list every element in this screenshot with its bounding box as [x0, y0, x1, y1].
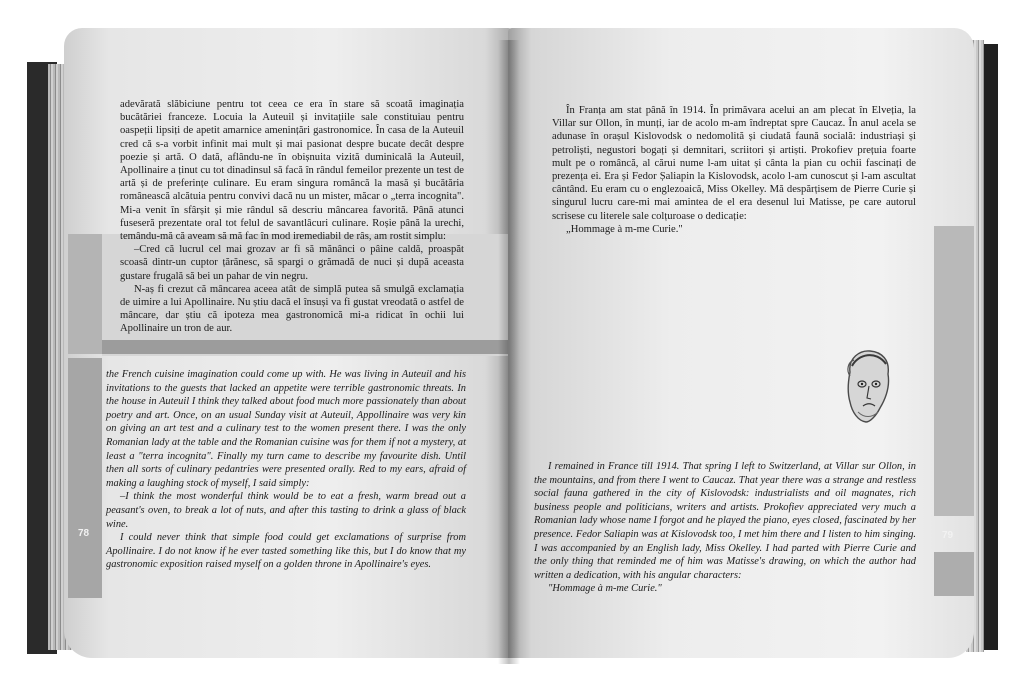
paragraph: I could never think that simple food could get exclamations of surprise from Apollinaire. I do not know if he ever tasted something like this, but I do know that my gastronomic exposition raised myself on a golden throne in Apollinaire's eyes.	[106, 532, 466, 571]
right-side-bar	[934, 226, 974, 516]
dedication: "Hommage à m-me Curie."	[548, 583, 662, 595]
romanian-text	[552, 104, 916, 236]
language-divider	[102, 340, 512, 354]
right-page	[508, 28, 974, 658]
paragraph: N-aș fi crezut că mâncarea aceea atât de simplă putea să smulgă exclamația de uimire a lui Apollinaire. Nu știu dacă el însuși va fi gustat vreodată o astfel de mâncare, dar știu că ipoteza mea gastronomică mi-a ridicat în ochii lui Apollinaire un tron de aur.	[120, 283, 464, 335]
romanian-text	[120, 98, 464, 336]
left-side-bar	[68, 234, 102, 354]
page-number: 78	[78, 528, 90, 539]
left-page	[64, 28, 512, 658]
paragraph: adevărată slăbiciune pentru tot ceea ce era în stare să scoată imaginația bucătăriei franceze. Locuia la Auteuil și invitațiile sale constituiau pentru oaspeții lipsiți de apetit amarnice amenințări gastronomice. În casa de la Auteuil cred că s-a vorbit infinit mai mult și mai pasionat despre bucate decât despre poezie și artă. O dată, aflându-ne în obișnuita vizită duminicală la Auteuil, Apollinaire a ținut cu tot dinadinsul să facă în rândul femeilor prezente un test de artă și de preferințe culinare. Eu eram singura româncă la masă și bucătăria românească alcătuia pentru convivi dacă nu un mister, măcar o „terra incognita". Mi-a venit în sfârșit și mie rândul să descriu mâncarea favorită. Până atunci fuseseră prezentate oral tot felul de savantlâcuri culinare. Roșie până la urechi, temându-mă că aveam să mă fac în mod iremediabil de râs, am rostit simplu:	[120, 99, 464, 243]
paragraph: –Cred că lucrul cel mai grozav ar fi să mănânci o pâine caldă, proaspăt scoasă dintr-un cuptor țărănesc, să spargi o grămadă de nuci și după aceasta gustare frugală să bei un pahar de vin negru.	[120, 244, 464, 282]
paragraph: În Franța am stat până în 1914. În primăvara acelui an am plecat în Elveția, la Villar sur Ollon, în munți, iar de acolo m-am îndreptat spre Caucaz. În anul acela se adunase în orașul Kislovodsk o nedomolită și ciudată faună socială: industriași și petroliști, negustori bogați și demnitari, scriitori și artiști. Prokofiev prețuia foarte mult pe o româncă, al cărui nume l-am uitat și cânta la pian cu ochii fascinați de prezența ei. Era și Fedor Șaliapin la Kislovodsk, acolo l-am cunoscut și l-am ascultat cântând. Eu eram cu o englezoaică, Miss Okelley. Mă despărțisem de Pierre Curie și singurul lucru care-mi mai amintea de el era desenul lui Matisse, pe care autorul scrisese cu literele sale colțuroase o dedicație:	[552, 105, 916, 222]
dedication: „Hommage à m-me Curie."	[566, 223, 683, 235]
english-text	[106, 368, 466, 572]
face-sketch-icon	[840, 346, 896, 432]
left-side-bar-lower	[68, 358, 102, 598]
page-number: 79	[942, 530, 954, 541]
right-side-bar-lower	[934, 552, 974, 596]
book-spine	[498, 40, 520, 664]
paragraph: I remained in France till 1914. That spring I left to Switzerland, at Villar sur Ollon, in the mountains, and from there I went to Caucaz. That year there was a strange and restless social fauna gathered in the city of Kislovodsk: industrialists and oil magnates, rich business people and politicians, writers and artists. Prokofiev appreciated very much a Romanian lady whose name I forgot and he played the piano, eyes closed, fascinated by her presence. Fedor Saliapin was at Kislovodsk too, I met him there and I listen to him singing. I was accompanied by an English lady, Miss Okelley. I had parted with Pierre Curie and the only thing that reminded me of him was Matisse's drawing, on which the author had written a dedication, with his angular characters:	[534, 461, 916, 581]
english-text	[534, 460, 916, 596]
paragraph: –I think the most wonderful think would be to eat a fresh, warm bread out a peasant's oven, to break a lot of nuts, and after this tasting to drink a glass of black wine.	[106, 491, 466, 530]
paragraph: the French cuisine imagination could come up with. He was living in Auteuil and his invitations to the guests that lacked an appetite were terrible gastronomic threats. In the house in Auteuil I think they talked about food much more passionately than about poetry and art. Once, on an usual Sunday visit at Auteuil, Appollinaire was very kin on giving an art test and a culinary test to the women present there. I was the only Romanian lady at the table and the Romanian cuisine was for them if not a mystery, at least a "terra incognita". Finally my turn came to describe my favourite dish. Until then all sorts of culinary pedantries were presented orally. Red to my ears, afraid of making a laughing stock of myself, I said simply:	[106, 369, 466, 489]
